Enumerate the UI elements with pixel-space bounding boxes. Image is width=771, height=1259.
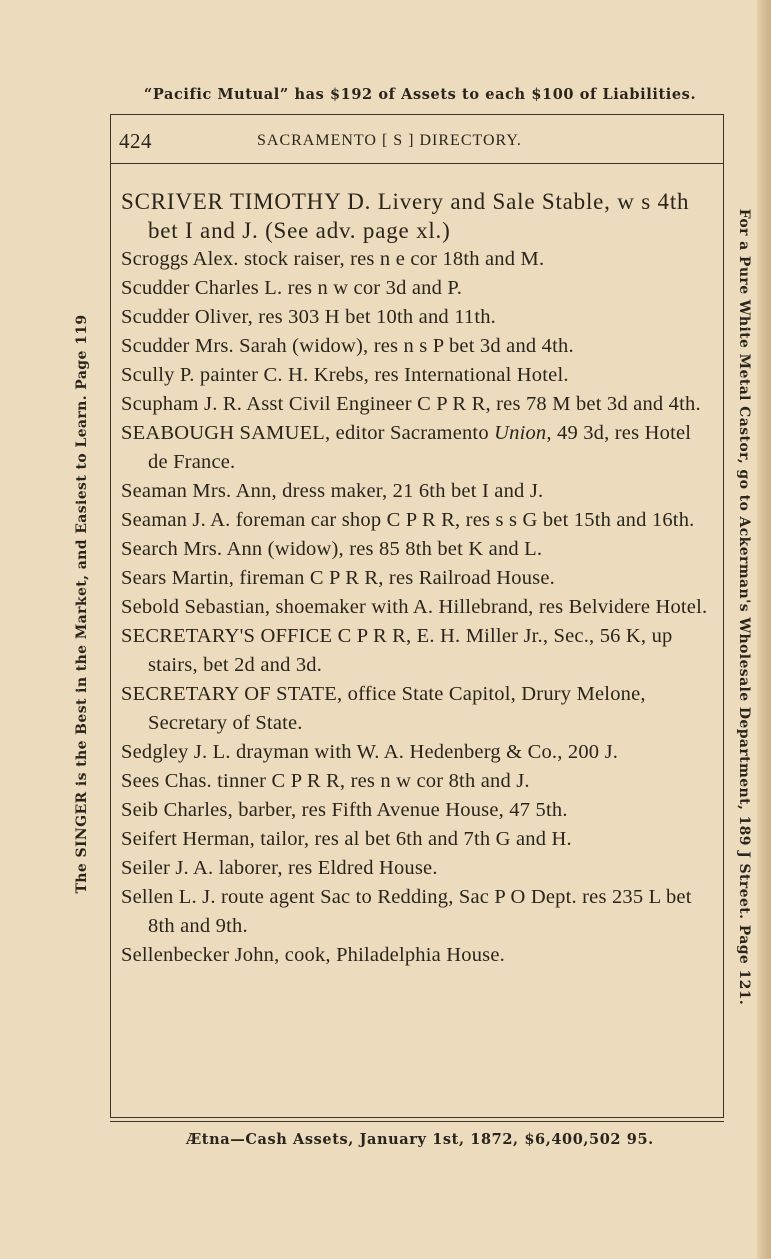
- directory-entry: SECRETARY OF STATE, office State Capitol, Drury Melone, Secretary of State.: [121, 683, 646, 734]
- entry-text-italic: Union: [494, 422, 547, 444]
- header-rule: [111, 163, 723, 164]
- directory-entry-seabough: [121, 419, 713, 477]
- entry-text-before: SEABOUGH SAMUEL, editor Sacramento: [121, 422, 495, 444]
- right-margin-text: For a Pure White Metal Castor, go to Ackerman's Wholesale Department, 189 J Street. Page 121.: [736, 208, 752, 1006]
- page-edge: [757, 0, 771, 1259]
- entry-text-after: , 49 3d, res Hotel de France.: [148, 422, 692, 473]
- directory-entry: Scudder Charles L. res n w cor 3d and P.: [121, 277, 463, 299]
- directory-entry: Scudder Oliver, res 303 H bet 10th and 11th.: [121, 306, 497, 328]
- directory-entry: Scudder Mrs. Sarah (widow), res n s P bet 3d and 4th.: [121, 335, 574, 357]
- directory-entry: Seaman Mrs. Ann, dress maker, 21 6th bet I and J.: [121, 480, 544, 502]
- bottom-rule: [110, 1121, 724, 1122]
- directory-entry: Sellenbecker John, cook, Philadelphia House.: [121, 944, 505, 966]
- directory-entry: Seaman J. A. foreman car shop C P R R, res s s G bet 15th and 16th.: [121, 509, 695, 531]
- top-advertisement: “Pacific Mutual” has $192 of Assets to each $100 of Liabilities.: [143, 86, 697, 103]
- directory-entry: Sees Chas. tinner C P R R, res n w cor 8th and J.: [121, 770, 530, 792]
- directory-entry: SECRETARY'S OFFICE C P R R, E. H. Miller Jr., Sec., 56 K, up stairs, bet 2d and 3d.: [121, 625, 673, 676]
- page-number: 424: [119, 129, 152, 153]
- directory-entry: Scully P. painter C. H. Krebs, res International Hotel.: [121, 364, 569, 386]
- directory-entry: Scupham J. R. Asst Civil Engineer C P R R, res 78 M bet 3d and 4th.: [121, 393, 701, 415]
- directory-page-frame: [110, 114, 724, 1118]
- directory-entry: Sedgley J. L. drayman with W. A. Hedenberg & Co., 200 J.: [121, 741, 619, 763]
- directory-entry: Seiler J. A. laborer, res Eldred House.: [121, 857, 438, 879]
- directory-entry: Scroggs Alex. stock raiser, res n e cor 18th and M.: [121, 248, 545, 270]
- directory-entry: Seifert Herman, tailor, res al bet 6th and 7th G and H.: [121, 828, 572, 850]
- left-margin-text: The SINGER is the Best in the Market, and Easiest to Learn. Page 119: [74, 314, 90, 894]
- directory-entry: Seib Charles, barber, res Fifth Avenue House, 47 5th.: [121, 799, 568, 821]
- directory-entry: Search Mrs. Ann (widow), res 85 8th bet K and L.: [121, 538, 543, 560]
- directory-entry: Sears Martin, fireman C P R R, res Railroad House.: [121, 567, 555, 589]
- page-header: [111, 129, 723, 163]
- directory-entry: SCRIVER TIMOTHY D. Livery and Sale Stable, w s 4th bet I and J. (See adv. page xl.): [121, 189, 690, 243]
- bottom-advertisement: Ætna—Cash Assets, January 1st, 1872, $6,400,502 95.: [186, 1131, 654, 1148]
- directory-entry: Sebold Sebastian, shoemaker with A. Hillebrand, res Belvidere Hotel.: [121, 596, 708, 618]
- running-head: SACRAMENTO [ S ] DIRECTORY.: [257, 132, 522, 149]
- directory-entry: Sellen L. J. route agent Sac to Redding, Sac P O Dept. res 235 L bet 8th and 9th.: [121, 886, 692, 937]
- directory-entries: [121, 187, 713, 970]
